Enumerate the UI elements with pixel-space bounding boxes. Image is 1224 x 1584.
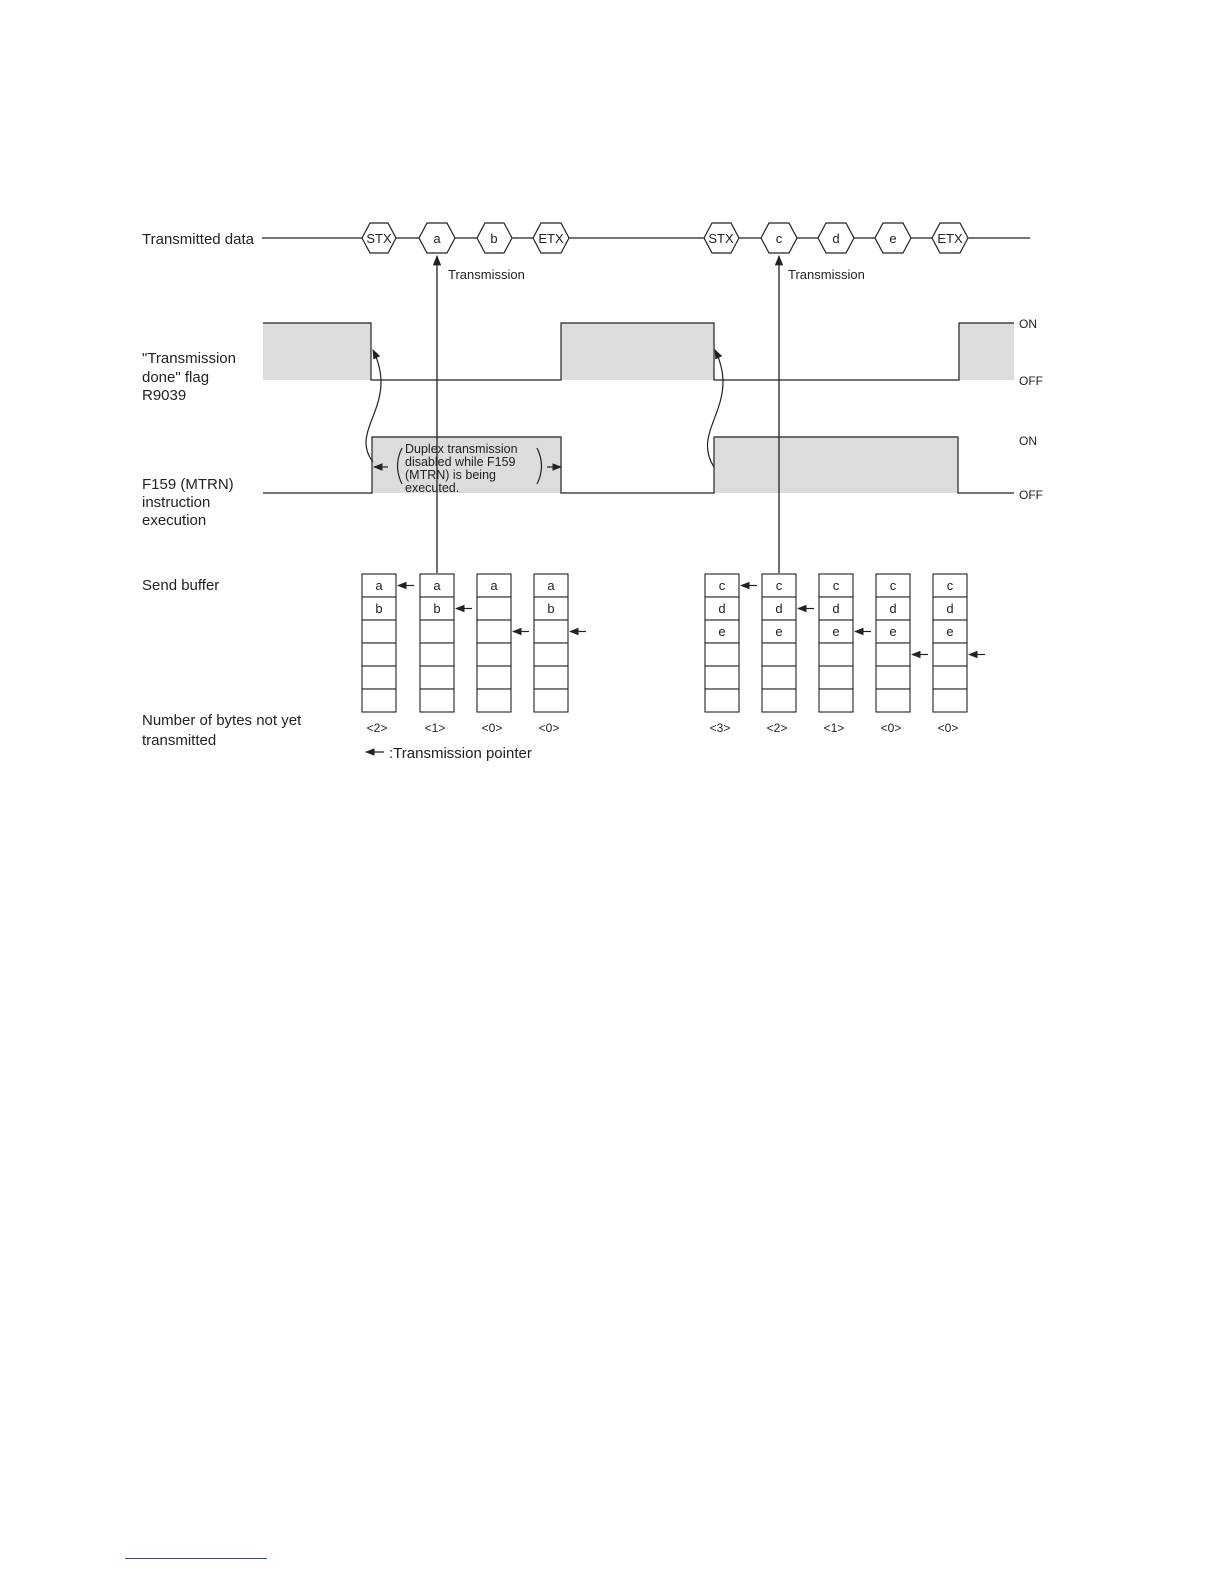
buffer-cell — [477, 597, 511, 620]
buffer-cell-value: e — [718, 624, 726, 639]
buffer-cell — [420, 643, 454, 666]
footnote-rule — [125, 1558, 267, 1559]
send-buffer — [933, 574, 985, 735]
bytes-label-line2: transmitted — [142, 732, 217, 749]
bytes-count: <3> — [709, 721, 731, 735]
buffer-cell — [477, 666, 511, 689]
send-buffer — [477, 574, 529, 735]
token-stx-1 — [362, 223, 396, 253]
bytes-count: <2> — [366, 721, 388, 735]
f159-on-label: ON — [1019, 434, 1037, 448]
buffer-cell — [705, 689, 739, 712]
buffer-cell-value: a — [375, 578, 383, 593]
duplex-note-line3: (MTRN) is being — [405, 468, 496, 482]
bytes-label-line1: Number of bytes not yet — [142, 712, 302, 729]
buffer-cell — [362, 689, 396, 712]
bytes-count: <1> — [424, 721, 446, 735]
buffer-cell-value: d — [775, 601, 783, 616]
svg-text:STX: STX — [708, 231, 734, 246]
buffer-cell — [705, 643, 739, 666]
buffer-cell — [362, 666, 396, 689]
buffer-cell-value: d — [946, 601, 954, 616]
send-buffer — [762, 574, 814, 735]
flag-off-label: OFF — [1019, 374, 1043, 388]
bytes-count: <0> — [481, 721, 503, 735]
send-buffer — [362, 574, 414, 735]
buffer-cell-value: c — [775, 578, 783, 593]
flag-label-line2: done" flag — [142, 369, 210, 386]
svg-text:a: a — [433, 231, 441, 246]
token-etx-2 — [932, 223, 968, 253]
buffer-cell — [477, 689, 511, 712]
svg-text:e: e — [889, 231, 897, 246]
buffer-cell — [762, 689, 796, 712]
buffer-cell-value: c — [832, 578, 840, 593]
buffer-cell — [876, 689, 910, 712]
buffer-cell-value: a — [490, 578, 498, 593]
buffer-cell — [420, 620, 454, 643]
f159-label-line2: instruction — [142, 494, 211, 511]
flag-on-label: ON — [1019, 317, 1037, 331]
buffer-cell — [876, 666, 910, 689]
buffer-cell-value: c — [718, 578, 726, 593]
buffer-cell-value: e — [946, 624, 954, 639]
svg-text:b: b — [490, 231, 498, 246]
send-buffers — [362, 574, 985, 735]
send-buffer — [420, 574, 472, 735]
send-buffer — [819, 574, 871, 735]
buffer-cell — [477, 620, 511, 643]
buffer-cell — [819, 643, 853, 666]
pointer-legend-label: :Transmission pointer — [389, 745, 532, 762]
buffer-cell-value: a — [547, 578, 555, 593]
send-buffer — [705, 574, 757, 735]
token-stx-2 — [704, 223, 739, 253]
bytes-count: <0> — [937, 721, 959, 735]
buffer-cell — [362, 620, 396, 643]
buffer-cell-value: c — [946, 578, 954, 593]
svg-text:STX: STX — [366, 231, 392, 246]
buffer-cell — [933, 689, 967, 712]
bytes-count: <0> — [538, 721, 560, 735]
buffer-cell-value: a — [433, 578, 441, 593]
buffer-cell-value: d — [889, 601, 897, 616]
buffer-cell-value: e — [832, 624, 840, 639]
buffer-cell — [933, 666, 967, 689]
buffer-cell — [819, 689, 853, 712]
svg-text:d: d — [832, 231, 840, 246]
svg-text:ETX: ETX — [538, 231, 564, 246]
buffer-cell — [420, 689, 454, 712]
token-etx-1 — [533, 223, 569, 253]
buffer-cell-value: d — [832, 601, 840, 616]
buffer-cell-value: d — [718, 601, 726, 616]
buffer-cell — [534, 689, 568, 712]
buffer-cell — [933, 643, 967, 666]
buffer-cell — [420, 666, 454, 689]
f159-waveform — [263, 437, 1014, 493]
buffer-cell — [762, 643, 796, 666]
token-a — [419, 223, 455, 253]
flag-label-line3: R9039 — [142, 387, 187, 404]
token-d — [818, 223, 854, 253]
duplex-note-line2: disabled while F159 — [405, 455, 516, 469]
buffer-cell-value: e — [889, 624, 897, 639]
bytes-count: <1> — [823, 721, 845, 735]
flag-label-line1: "Transmission — [142, 350, 236, 367]
duplex-note-line1: Duplex transmission — [405, 442, 518, 456]
transmission-label-2: Transmission — [788, 267, 865, 282]
buffer-cell-value: e — [775, 624, 783, 639]
buffer-cell — [362, 643, 396, 666]
f159-off-label: OFF — [1019, 488, 1043, 502]
buffer-cell — [819, 666, 853, 689]
buffer-cell-value: b — [433, 601, 441, 616]
send-buffer-label: Send buffer — [142, 577, 220, 594]
buffer-cell — [477, 643, 511, 666]
token-e — [875, 223, 911, 253]
buffer-cell-value: c — [889, 578, 897, 593]
buffer-cell — [762, 666, 796, 689]
buffer-cell — [534, 643, 568, 666]
token-c — [761, 223, 797, 253]
buffer-cell — [705, 666, 739, 689]
buffer-cell — [534, 620, 568, 643]
send-buffer — [876, 574, 928, 735]
bytes-count: <2> — [766, 721, 788, 735]
svg-text:ETX: ETX — [937, 231, 963, 246]
bytes-count: <0> — [880, 721, 902, 735]
duplex-note-line4: executed. — [405, 481, 460, 495]
svg-text:c: c — [775, 231, 783, 246]
buffer-cell-value: b — [547, 601, 555, 616]
send-buffer — [534, 574, 586, 735]
transmission-label-1: Transmission — [448, 267, 525, 282]
buffer-cell-value: b — [375, 601, 383, 616]
buffer-cell — [534, 666, 568, 689]
f159-label-line1: F159 (MTRN) — [142, 476, 234, 493]
flag-waveform — [263, 323, 1014, 380]
token-b — [477, 223, 512, 253]
transmitted-data-label: Transmitted data — [142, 231, 254, 248]
buffer-cell — [876, 643, 910, 666]
f159-label-line3: execution — [142, 512, 207, 529]
